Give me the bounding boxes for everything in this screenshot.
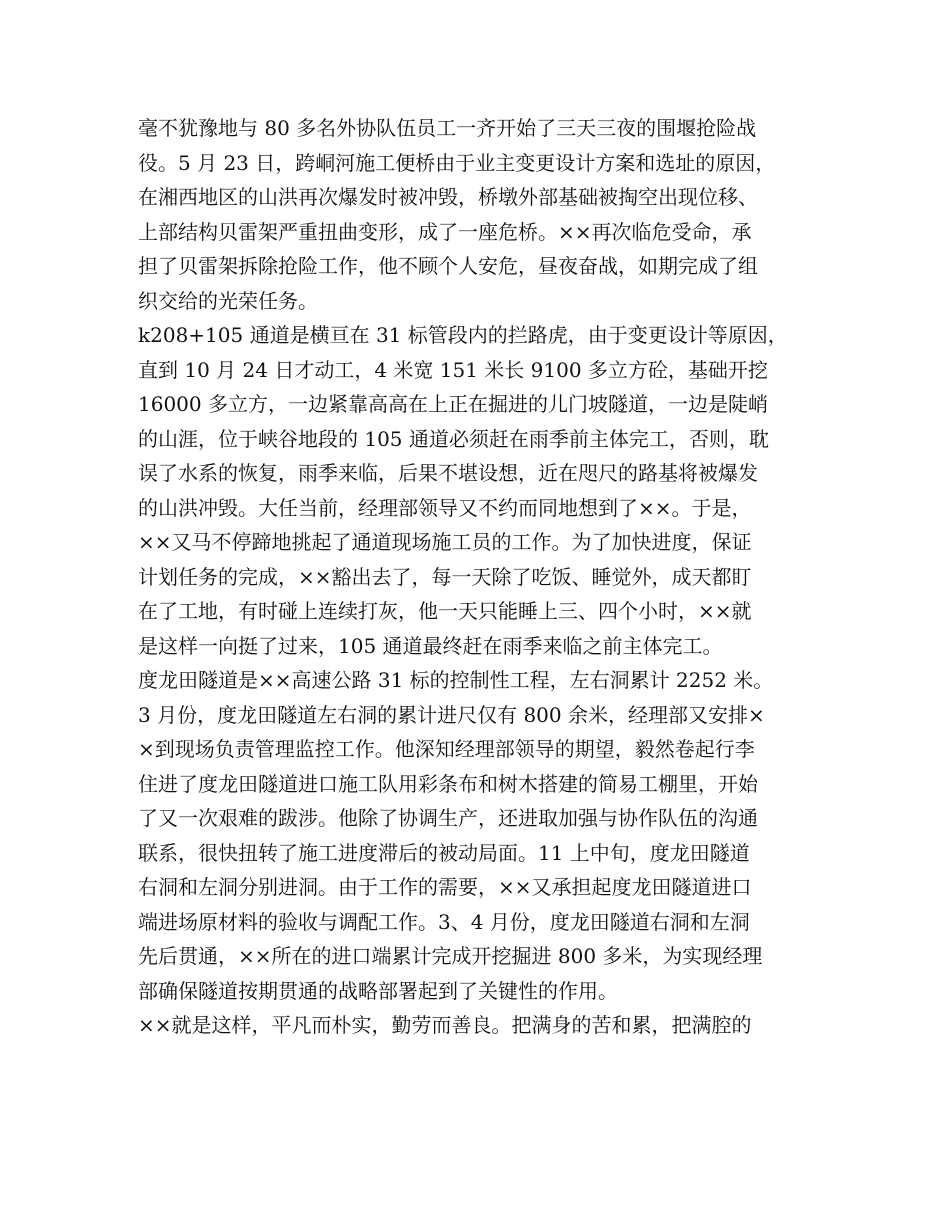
text-line: 直到 10 月 24 日才动工，4 米宽 151 米长 9100 多立方砼，基础开挖 bbox=[138, 357, 768, 382]
document-body bbox=[138, 111, 828, 1043]
text-line: 了又一次艰难的跋涉。他除了协调生产，还进取加强与协作队伍的沟通 bbox=[138, 806, 758, 830]
text-line: 上部结构贝雷架严重扭曲变形，成了一座危桥。××再次临危受命，承 bbox=[138, 219, 752, 244]
text-line: k208+105 通道是横亘在 31 标管段内的拦路虎，由于变更设计等原因， bbox=[138, 323, 788, 347]
text-line: 毫不犹豫地与 80 多名外协队伍员工一齐开始了三天三夜的围堰抢险战 bbox=[138, 116, 757, 140]
text-line: 的山洪冲毁。大任当前，经理部领导又不约而同地想到了××。于是， bbox=[138, 495, 752, 520]
text-line: 织交给的光荣任务。 bbox=[138, 288, 318, 313]
text-line: 误了水系的恢复，雨季来临，后果不堪设想，近在咫尺的路基将被爆发 bbox=[138, 461, 758, 485]
text-line: 在了工地，有时碰上连续打灰，他一天只能睡上三、四个小时，××就 bbox=[138, 599, 752, 623]
text-line: 3 月份，度龙田隧道左右洞的累计进尺仅有 800 余米，经理部又安排× bbox=[138, 702, 765, 727]
text-line: 担了贝雷架拆除抢险工作，他不顾个人安危，昼夜奋战，如期完成了组 bbox=[138, 254, 758, 278]
paragraph bbox=[138, 318, 828, 663]
text-line: 计划任务的完成，××豁出去了，每一天除了吃饭、睡觉外，成天都盯 bbox=[138, 564, 752, 589]
paragraph bbox=[138, 663, 828, 1008]
text-line: 先后贯通，××所在的进口端累计完成开挖掘进 800 多米，为实现经理 bbox=[138, 944, 763, 968]
text-line: 度龙田隧道是××高速公路 31 标的控制性工程，左右洞累计 2252 米。 bbox=[138, 668, 774, 692]
paragraph bbox=[138, 111, 828, 318]
paragraph bbox=[138, 1008, 828, 1043]
text-line: 是这样一向挺了过来，105 通道最终赶在雨季来临之前主体完工。 bbox=[138, 633, 723, 658]
text-line: ×到现场负责管理监控工作。他深知经理部领导的期望，毅然卷起行李 bbox=[138, 737, 755, 761]
text-line: 右洞和左洞分别进洞。由于工作的需要，××又承担起度龙田隧道进口 bbox=[138, 875, 752, 899]
text-line: 在湘西地区的山洪再次爆发时被冲毁，桥墩外部基础被掏空出现位移、 bbox=[138, 185, 758, 209]
text-line: 住进了度龙田隧道进口施工队用彩条布和树木搭建的简易工棚里，开始 bbox=[138, 771, 758, 796]
text-line: 役。5 月 23 日，跨峒河施工便桥由于业主变更设计方案和选址的原因， bbox=[138, 150, 776, 175]
text-line: ××就是这样，平凡而朴实，勤劳而善良。把满身的苦和累，把满腔的 bbox=[138, 1013, 752, 1037]
text-line: 16000 多立方，一边紧靠高高在上正在掘进的儿门坡隧道，一边是陡峭 bbox=[138, 392, 768, 416]
text-line: 的山涯，位于峡谷地段的 105 通道必须赶在雨季前主体完工，否则，耽 bbox=[138, 426, 769, 451]
text-line: 端进场原材料的验收与调配工作。3、4 月份，度龙田隧道右洞和左洞 bbox=[138, 909, 750, 934]
text-line: 联系，很快扭转了施工进度滞后的被动局面。11 上中旬，度龙田隧道 bbox=[138, 840, 750, 865]
text-line: 部确保隧道按期贯通的战略部署起到了关键性的作用。 bbox=[138, 978, 618, 1003]
text-line: ××又马不停蹄地挑起了通道现场施工员的工作。为了加快进度，保证 bbox=[138, 530, 752, 554]
